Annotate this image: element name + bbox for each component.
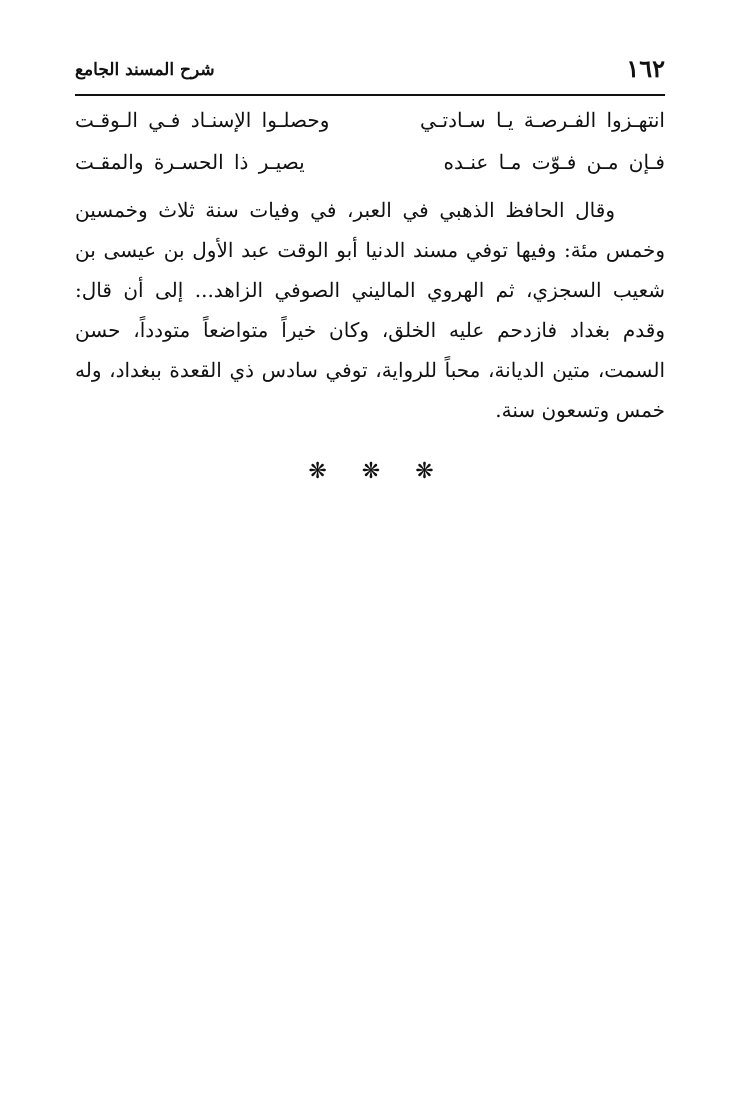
running-header [75, 52, 665, 92]
prose-line: شعيب السجزي، ثم الهروي الماليني الصوفي الزاهد... إلى أن قال: [75, 278, 665, 302]
verse-first-hemistich: فـإن مـن فـوّت مـا عنـده [443, 150, 665, 174]
verse-second-hemistich: وحصلـوا الإسنـاد فـي الـوقـت [75, 108, 330, 132]
section-separator [0, 455, 756, 489]
star-ornament-icon: ❋ [415, 459, 448, 484]
running-title: شرح المسند الجامع [75, 60, 215, 80]
prose-line: وقال الحافظ الذهبي في العبر، في وفيات سنة ثلاث وخمسين [75, 198, 615, 222]
star-ornament-icon: ❋ [308, 459, 341, 484]
poem-verse [75, 100, 665, 140]
prose-paragraph [75, 190, 665, 430]
star-ornament-icon: ❋ [361, 459, 395, 484]
poem-verse [75, 142, 665, 182]
prose-line: وخمس مئة: وفيها توفي مسند الدنيا أبو الوقت عبد الأول بن عيسى بن [75, 238, 665, 262]
prose-line: السمت، متين الديانة، محباً للرواية، توفي سادس ذي القعدة ببغداد، وله [75, 358, 665, 382]
page-number: ١٦٢ [626, 54, 665, 83]
header-rule [75, 94, 665, 96]
prose-line: خمس وتسعون سنة. [495, 398, 665, 422]
prose-line: وقدم بغداد فازدحم عليه الخلق، وكان خيراً متواضعاً متودداً، حسن [75, 318, 665, 342]
verse-second-hemistich: يصيـر ذا الحسـرة والمقـت [75, 150, 305, 174]
verse-first-hemistich: انتهـزوا الفـرصـة يـا سـادتـي [419, 108, 665, 132]
